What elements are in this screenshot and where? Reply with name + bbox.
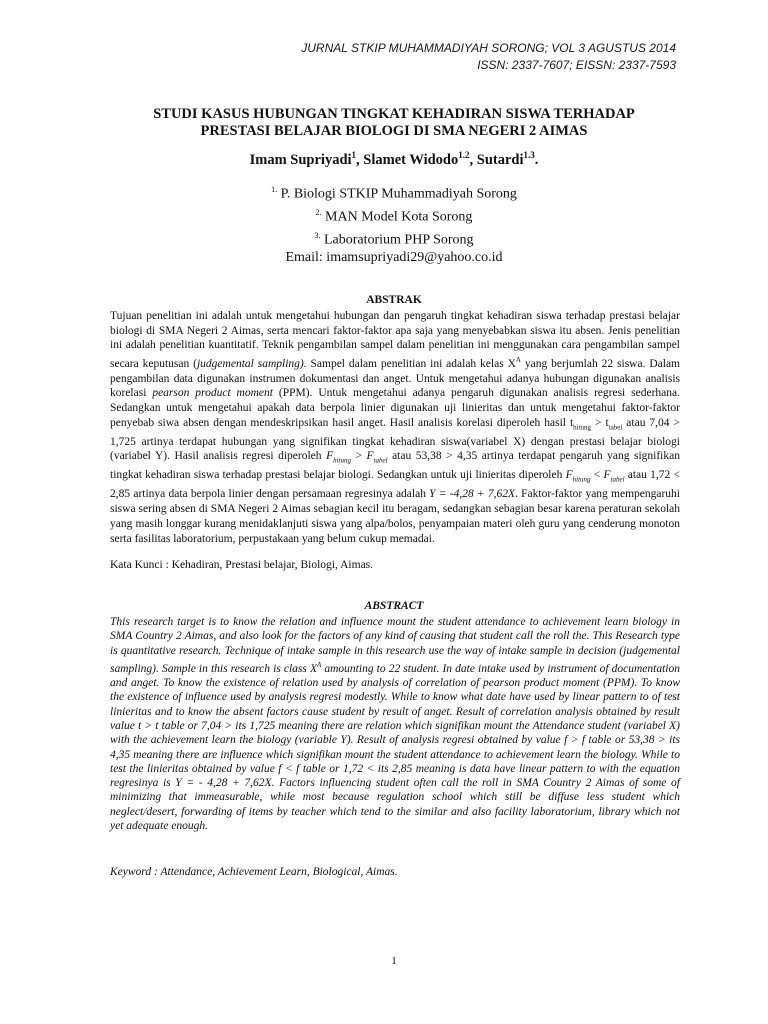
abstrak-seg: atau 53,38 > 4,35 artinya terdapat pengaruh yang signifikan tingkat kehadiran siswa terhadap prestasi belajar biologi. Sedangkan untuk uji linieritas diperoleh	[110, 450, 680, 482]
affiliation-item	[60, 204, 728, 227]
author-sup: 1.3	[523, 150, 535, 160]
author-sup: 1.2	[458, 150, 470, 160]
abstrak-seg: yang berjumlah 22 siswa. Dalam pengambilan data digunakan instrumen dokumentasi dan anget. Untuk mengetahui adanya hubungan digunakan analisis korelasi	[110, 357, 681, 400]
abstract-seg: amounting to 22 student. In date intake used by instrument of documentation and anget. To know the existence of relation used by analysis of correlation of pearson product moment (PPM). To know the existence of influence used by analysis regresi modestly. While to know what date have used by linear pattern to of test linieritas and to know the absent factors cause student by result of anget. Result of correlation analysis obtained by result value t > t table or 7,04 > its 1,725 meaning there are relation which signifikan mount the Attendance student (variabel X) with the achievement learn the biology (variable Y). Result of analysis regresi obtained by value f > f table or 53,38 > its 4,35 meaning there are influence which signifikan mount the student attendance to achievement learn the biology. While to test the linieritas obtained by value f < f table or 1,72 < its 2,85 meaning is data have linear pattern to with the equation regresinya is Y = - 4,28 + 7,62X. Factors influencing student often call the roll in SMA Country 2 Aimas of some of minimizing that immeasurable, while most because regulation school which still be diffuse less student which neglect/desert, forwarding of items by teacher which tend to the similar and also facility laboratorium, library which not yet adequate enough.	[110, 662, 680, 832]
abstrak-seg: > t	[591, 416, 609, 429]
affiliation-text: Laboratorium PHP Sorong	[323, 232, 474, 248]
affiliation-sup: 2.	[315, 208, 322, 218]
author-name: Slamet Widodo	[363, 151, 459, 168]
abstrak-sub: hitung	[573, 423, 592, 432]
author-sup: 1	[351, 150, 357, 160]
abstrak-seg: Sampel dalam penelitian ini adalah kelas X	[306, 357, 516, 370]
abstrak-italic: F	[565, 469, 573, 482]
keywords: Keyword : Attendance, Achievement Learn, Biological, Aimas.	[110, 866, 398, 878]
title-line-1: STUDI KASUS HUBUNGAN TINGKAT KEHADIRAN SISWA TERHADAP	[153, 106, 635, 122]
abstrak-equation: Y = -4,28 + 7,62X	[429, 488, 516, 501]
journal-header	[0, 40, 676, 74]
page-number: 1	[391, 955, 397, 967]
affiliation-sup: 3.	[314, 231, 321, 241]
abstract-seg: This research target is to know the relation and influence mount the student attendance to achievement learn biology in SMA Country 2 Aimas, and also look for the factors of any kind of causing that student call the roll the. This Research type is quantitative research. Technique of intake sample in this research use the way of intake sample in decision (judgemental sampling). Sample in this research is class X	[110, 616, 680, 675]
author-email: Email: imamsupriyadi29@yahoo.co.id	[285, 250, 503, 265]
abstrak-italic: F	[366, 450, 374, 463]
affiliation-item	[60, 181, 728, 204]
abstrak-sub: hitung	[572, 475, 591, 484]
abstrak-italic: F	[326, 450, 334, 463]
abstrak-seg: . Faktor-faktor yang mempengaruhi siswa sering absen di SMA Negeri 2 Aimas sebagian kecil itu beragam, sedangkan sebagian besar karena peraturan sekolah yang masih longgar kurang menidaklanjuti siswa yang alpa/bolos, penyampaian materi oleh guru yang cenderung monoton serta fasilitas laboratorium, perpustakaan yang belum cukup memadai.	[110, 488, 680, 545]
author-name: Sutardi	[476, 151, 524, 168]
author-list: Imam Supriyadi$^1$, Slamet Widodo$^{1.2}$, Sutardi$^{1.3}$.	[249, 150, 539, 168]
abstrak-seg: <	[590, 469, 604, 482]
abstrak-seg: (PPM). Untuk mengetahui adanya pengaruh digunakan analisis regresi sederhana. Sedangkan untuk mengetahui apakah data berpola linier digunakan uji linieritas dan untuk mengetahui faktor-faktor penyebab siwa absen dengan mendeskripsikan hasil anget. Hasil analisis korelasi diperoleh hasil t	[110, 387, 681, 429]
kata-kunci: Kata Kunci : Kehadiran, Prestasi belajar, Biologi, Aimas.	[110, 559, 374, 571]
abstrak-text	[110, 309, 680, 546]
affiliation-text: P. Biologi STKIP Muhammadiyah Sorong	[280, 186, 517, 202]
abstrak-seg: Tujuan penelitian ini adalah untuk mengetahui hubungan dan pengaruh tingkat kehadiran siswa terhadap prestasi belajar biologi di SMA Negeri 2 Aimas, serta mencari faktor-faktor apa saja yang menyebabkan siswa itu absen. Jenis penelitian ini adalah penelitian kuantitatif. Teknik pengambilan sampel dalam penelitian ini menggunakan cara pengambilan sampel secara keputusan (	[110, 310, 680, 370]
issn-line: ISSN: 2337-7607; EISSN: 2337-7593	[477, 58, 676, 72]
affiliations	[60, 181, 728, 250]
abstrak-sub: hitung	[333, 456, 351, 465]
abstract-sup: A	[317, 660, 322, 669]
abstrak-italic: judgemental sampling).	[196, 357, 307, 370]
abstrak-heading: ABSTRAK	[366, 294, 422, 306]
abstrak-seg: >	[350, 450, 367, 463]
abstrak-italic: pearson product moment	[152, 387, 273, 400]
title-line-2: PRESTASI BELAJAR BIOLOGI DI SMA NEGERI 2 AIMAS	[200, 123, 588, 139]
affiliation-text: MAN Model Kota Sorong	[325, 209, 473, 225]
paper-title	[60, 106, 728, 140]
abstrak-seg: atau 7,04 > 1,725 artinya terdapat hubungan yang signifikan tingkat kehadiran siswa(variabel X) dengan prestasi belajar biologi (variabel Y). Hasil analisis regresi diperoleh	[110, 416, 680, 463]
affiliation-sup: 1.	[271, 185, 278, 194]
abstrak-italic: F	[603, 469, 611, 482]
abstrak-sub: tabel	[610, 475, 625, 484]
abstrak-sub: tabel	[608, 423, 623, 432]
abstract-text	[110, 615, 680, 833]
abstrak-sup: A	[515, 356, 521, 365]
abstrak-seg: atau 1,72 < 2,85 artinya data berpola linier dengan persamaan regresinya adalah	[110, 469, 680, 501]
journal-line: JURNAL STKIP MUHAMMADIYAH SORONG; VOL 3 AGUSTUS 2014	[301, 41, 676, 55]
abstract-heading: ABSTRACT	[364, 600, 424, 612]
affiliation-item	[60, 227, 728, 250]
abstrak-sub: tabel	[373, 456, 388, 465]
author-name: Imam Supriyadi	[249, 151, 352, 168]
